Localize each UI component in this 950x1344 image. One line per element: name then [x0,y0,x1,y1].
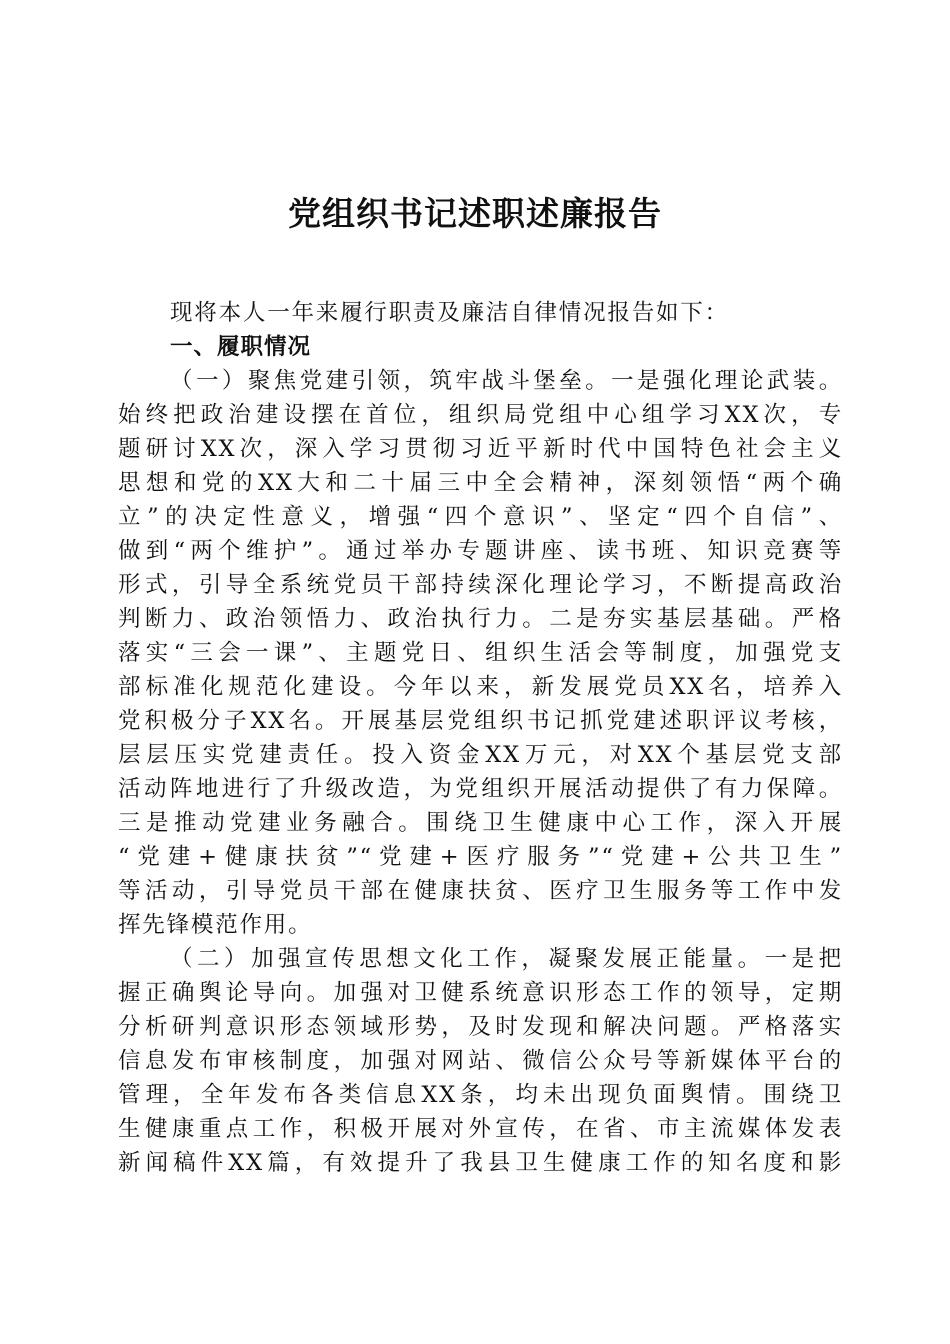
paragraph-line: 挥先锋模范作用。 [118,912,313,938]
paragraph-line: 形式，引导全系统党员干部持续深化理论学习，不断提高政治 [118,572,843,598]
paragraph-line: 管理，全年发布各类信息XX条，均未出现负面舆情。围绕卫 [118,1082,843,1108]
paragraph-party-building [118,364,843,942]
paragraph-line: 活动阵地进行了升级改造，为党组织开展活动提供了有力保障。 [118,776,843,802]
intro-paragraph: 现将本人一年来履行职责及廉洁自律情况报告如下： [170,300,729,326]
paragraph-line: 部标准化规范化建设。今年以来，新发展党员XX名，培养入 [118,674,843,700]
paragraph-line: 题研讨XX次，深入学习贯彻习近平新时代中国特色社会主义 [118,436,843,462]
paragraph-publicity [118,942,843,1180]
paragraph-line: 做到“两个维护”。通过举办专题讲座、读书班、知识竞赛等 [118,538,843,564]
paragraph-line: 落实“三会一课”、主题党日、组织生活会等制度，加强党支 [118,640,843,666]
paragraph-line: 信息发布审核制度，加强对网站、微信公众号等新媒体平台的 [118,1048,843,1074]
paragraph-line: 握正确舆论导向。加强对卫健系统意识形态工作的领导，定期 [118,980,843,1006]
document-title: 党组织书记述职述廉报告 [288,194,662,233]
paragraph-line: 分析研判意识形态领域形势，及时发现和解决问题。严格落实 [118,1014,843,1040]
paragraph-line: （二）加强宣传思想文化工作，凝聚发展正能量。一是把 [170,946,843,972]
paragraph-line: 三是推动党建业务融合。围绕卫生健康中心工作，深入开展 [118,810,843,836]
paragraph-line: 始终把政治建设摆在首位，组织局党组中心组学习XX次，专 [118,402,843,428]
paragraph-line: （一）聚焦党建引领，筑牢战斗堡垒。一是强化理论武装。 [170,368,843,394]
document-body [118,296,843,1180]
section-heading-performance: 一、履职情况 [170,334,312,360]
paragraph-line: 党积极分子XX名。开展基层党组织书记抓党建述职评议考核， [118,708,843,734]
paragraph-line: 新闻稿件XX篇，有效提升了我县卫生健康工作的知名度和影 [118,1150,843,1176]
paragraph-line: 思想和党的XX大和二十届三中全会精神，深刻领悟“两个确 [118,470,843,496]
paragraph-line: “党建+健康扶贫”“党建+医疗服务”“党建+公共卫生” [118,844,843,870]
paragraph-line: 层层压实党建责任。投入资金XX万元，对XX个基层党支部 [118,742,843,768]
paragraph-line: 判断力、政治领悟力、政治执行力。二是夯实基层基础。严格 [118,606,843,632]
paragraph-line: 立”的决定性意义，增强“四个意识”、坚定“四个自信”、 [118,504,843,530]
paragraph-line: 生健康重点工作，积极开展对外宣传，在省、市主流媒体发表 [118,1116,843,1142]
paragraph-line: 等活动，引导党员干部在健康扶贫、医疗卫生服务等工作中发 [118,878,843,904]
